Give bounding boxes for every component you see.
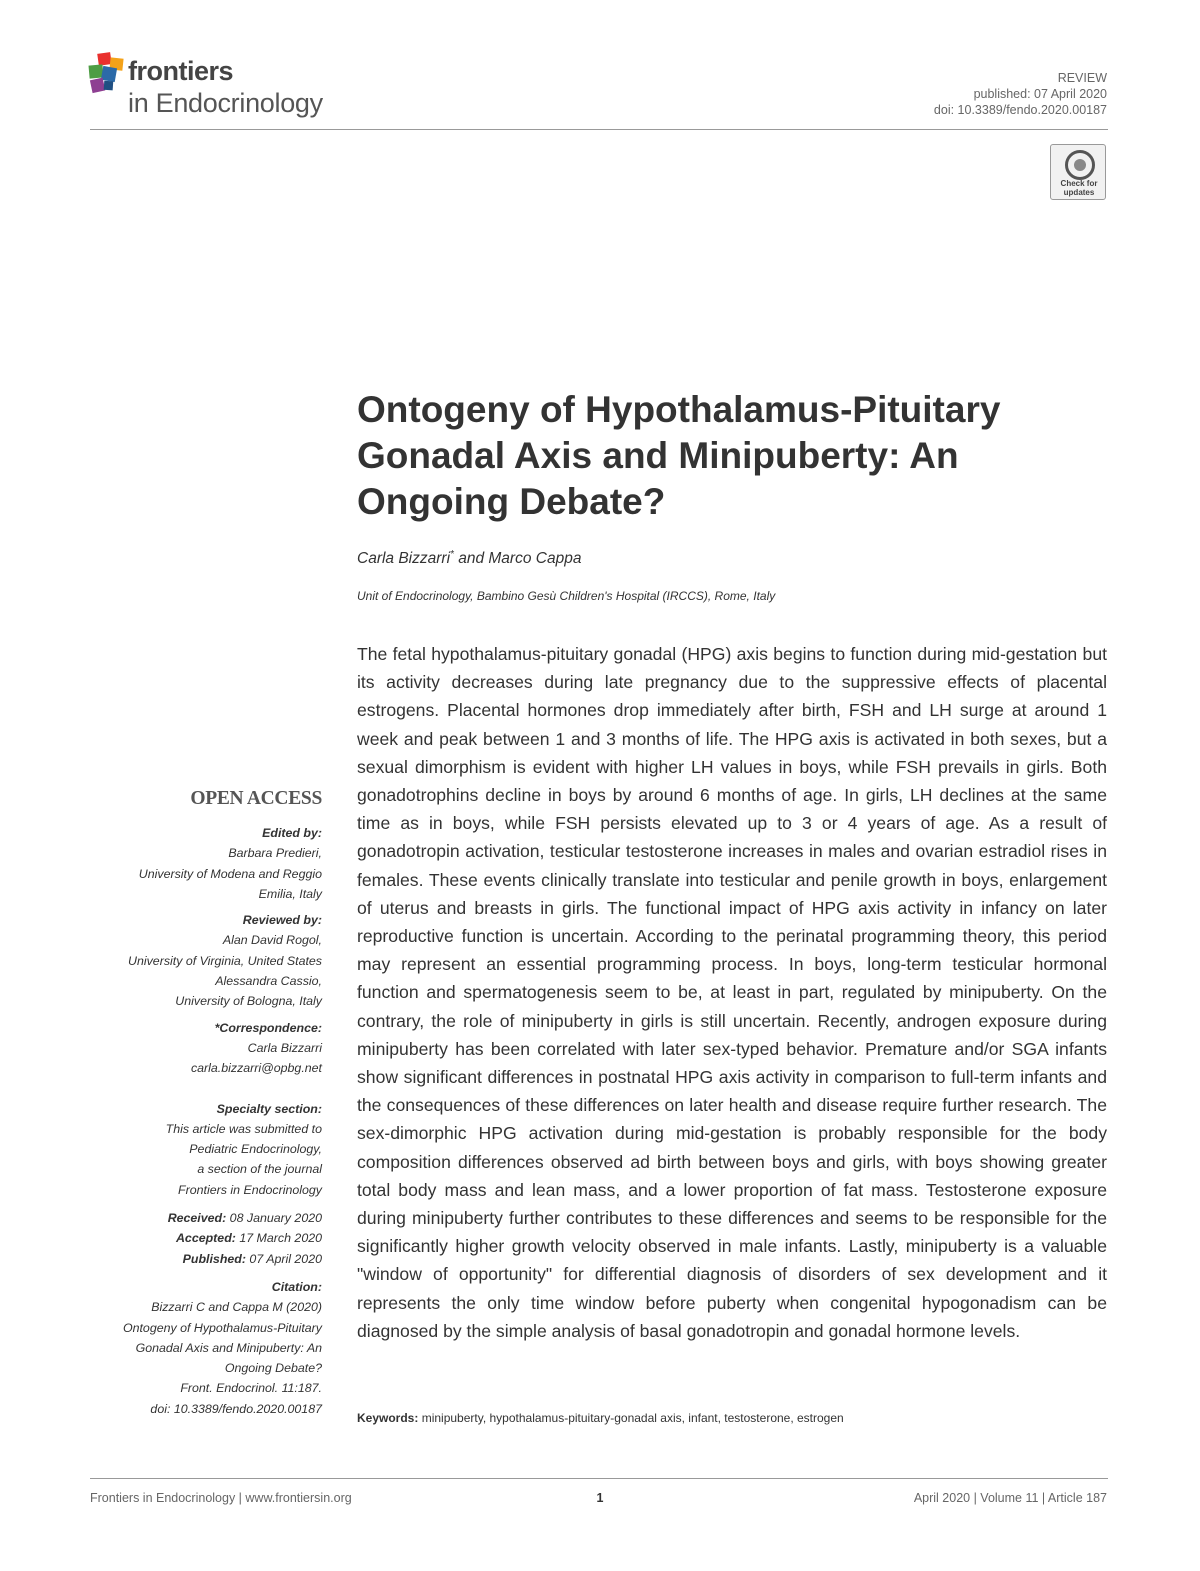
specialty-line: Pediatric Endocrinology, (189, 1142, 322, 1157)
reviewer-affiliation: University of Virginia, United States (128, 953, 322, 968)
accepted-date: Accepted: 17 March 2020 (175, 1231, 322, 1246)
edited-by-label: Edited by: (262, 826, 322, 840)
author-bizzarri[interactable]: Carla Bizzarri (357, 550, 451, 568)
editor-affiliation-cont: Emilia, Italy (258, 886, 322, 901)
sidebar-spacer (90, 1079, 322, 1099)
reviewed-by-label: Reviewed by: (242, 913, 322, 928)
specialty-line: a section of the journal (197, 1162, 322, 1177)
journal-brand-frontiers: frontiers (128, 56, 234, 86)
specialty-section-block (90, 1099, 322, 1200)
correspondence-label: *Correspondence: (214, 1020, 322, 1035)
correspondence-block (90, 1018, 322, 1079)
specialty-line: This article was submitted to (165, 1121, 322, 1136)
author-list (357, 549, 581, 568)
citation-doi[interactable]: doi: 10.3389/fendo.2020.00187 (150, 1401, 322, 1416)
author-affiliation: Unit of Endocrinology, Bambino Gesù Children's Hospital (IRCCS), Rome, Italy (357, 589, 776, 603)
received-date: Received: 08 January 2020 (167, 1211, 322, 1226)
article-title: Ontogeny of Hypothalamus-Pituitary Gonadal Axis and Minipuberty: An Ongoing Debate? (357, 389, 1001, 522)
citation-line: Front. Endocrinol. 11:187. (180, 1381, 322, 1396)
reviewed-by-block (90, 910, 322, 1011)
keywords-label: Keywords: (357, 1411, 419, 1425)
reviewer-name: Alessandra Cassio, (215, 974, 322, 989)
specialty-section-label: Specialty section: (216, 1101, 322, 1116)
keywords-list: minipuberty, hypothalamus-pituitary-gonadal axis, infant, testosterone, estrogen (418, 1411, 844, 1425)
footer-issue-info: April 2020 | Volume 11 | Article 187 (913, 1491, 1107, 1505)
article-doi[interactable]: doi: 10.3389/fendo.2020.00187 (933, 103, 1107, 117)
article-info-sidebar (90, 788, 322, 1419)
citation-line: Bizzarri C and Cappa M (2020) (151, 1300, 322, 1315)
citation-line: Ontogeny of Hypothalamus-Pituitary (122, 1320, 322, 1335)
header-divider (90, 129, 1108, 130)
check-for-updates-label: Check for updates (1060, 179, 1098, 197)
citation-label: Citation: (271, 1279, 322, 1294)
page-number: 1 (596, 1491, 604, 1505)
correspondence-email[interactable]: carla.bizzarri@opbg.net (190, 1061, 322, 1076)
reviewer-name: Alan David Rogol, (222, 933, 322, 948)
open-access-label: OPEN ACCESS (190, 788, 322, 809)
dates-block (90, 1208, 322, 1269)
author-cappa[interactable]: and Marco Cappa (453, 550, 582, 568)
footer-divider (90, 1478, 1108, 1479)
frontiers-logo-icon (88, 52, 128, 98)
abstract-text: The fetal hypothalamus-pituitary gonadal (HPG) axis begins to function during mid-gestation but its activity decreases during late pregnancy due to the suppressive effects of placental estrogens. Placental hormones drop immediately after birth, FSH and LH surge at around 1 week and peak between 1 and 3 months of life. The HPG axis is activated in both sexes, but a sexual dimorphism is evident with higher LH values in boys, while FSH prevails in girls. Both gonadotrophins decline in boys by around 6 months of age. In girls, LH declines at the same time as in boys, while FSH persists elevated up to 3 or 4 years of age. As a result of gonadotropin activation, testicular testosterone increases in males and ovarian estradiol rises in females. These events clinically translate into testicular and penile growth in boys, enlargement of uterus and breasts in girls. The functional impact of HPG axis activity in infancy on later reproductive function is uncertain. According to the perinatal programming theory, this period may represent an essential programming process. In boys, long-term testicular hormonal function and spermatogenesis seem to be, at least in part, regulated by minipuberty. On the contrary, the role of minipuberty in girls is still uncertain. Recently, androgen exposure during minipuberty has been correlated with later sex-typed behavior. Premature and/or SGA infants show significant differences in postnatal HPG axis activity in comparison to full-term infants and the consequences of these differences on later health and disease require further research. The sex-dimorphic HPG activation during mid-gestation is probably responsible for the body composition differences observed ad birth between boys and girls, with boys showing greater total body mass and lean mass, and a lower proportion of fat mass. Testosterone exposure during minipuberty further contributes to these differences and seems to be responsible for the significantly higher growth velocity observed in male infants. Lastly, minipuberty is a valuable "window of opportunity" for differential diagnosis of disorders of sex development and it represents the only time window before puberty when congenital hypogonadism can be diagnosed by the simple analysis of basal gonadotropin and gonadal hormone levels. (357, 644, 1107, 1341)
published-date: published: 07 April 2020 (973, 87, 1107, 101)
check-for-updates-button[interactable] (1050, 144, 1106, 200)
keywords (357, 1411, 844, 1425)
corresponding-mark: * (450, 549, 454, 560)
footer-journal-link[interactable]: Frontiers in Endocrinology | www.frontiersin.org (90, 1491, 352, 1505)
editor-name: Barbara Predieri, (228, 846, 322, 861)
correspondence-name: Carla Bizzarri (247, 1040, 322, 1055)
specialty-line: Frontiers in Endocrinology (178, 1182, 322, 1197)
citation-block (90, 1277, 322, 1419)
editor-affiliation: University of Modena and Reggio (138, 866, 322, 881)
reviewer-affiliation: University of Bologna, Italy (175, 994, 322, 1009)
article-type: REVIEW (1057, 71, 1107, 85)
journal-brand-name: in Endocrinology (128, 88, 323, 118)
citation-line: Ongoing Debate? (224, 1361, 322, 1376)
citation-line: Gonadal Axis and Minipuberty: An (135, 1340, 322, 1355)
check-for-updates-icon (1065, 150, 1095, 180)
journal-logo[interactable] (88, 50, 358, 130)
edited-by-block (90, 823, 322, 904)
published-date-sidebar: Published: 07 April 2020 (182, 1251, 322, 1266)
article-header-meta (934, 70, 1107, 118)
